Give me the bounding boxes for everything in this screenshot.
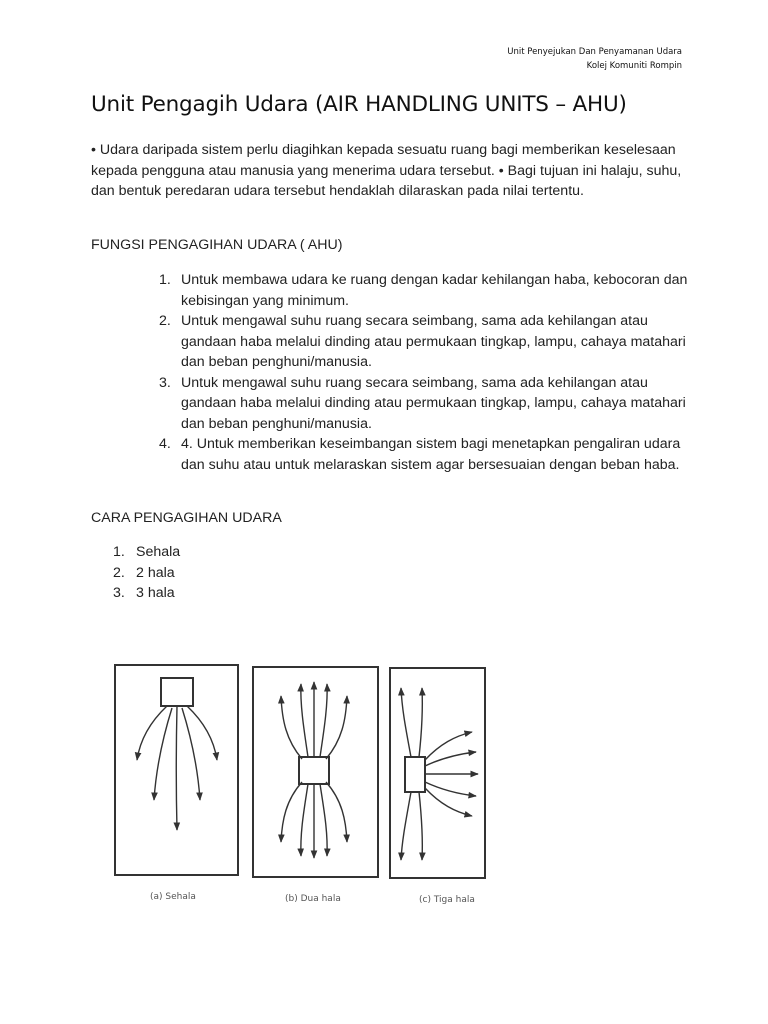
cara-list: [113, 542, 180, 604]
page-title: Unit Pengagih Udara (AIR HANDLING UNITS – AHU): [91, 92, 627, 117]
panel-sehala: [115, 665, 238, 875]
list-item: [159, 373, 689, 435]
list-text: Untuk mengawal suhu ruang secara seimbang, sama ada kehilangan atau gandaan haba melalui dinding atau permukaan tingkap, lampu, cahaya matahari dan beban penghuni/manusia.: [181, 313, 686, 370]
list-text: Untuk mengawal suhu ruang secara seimbang, sama ada kehilangan atau gandaan haba melalui dinding atau permukaan tingkap, lampu, cahaya matahari dan beban penghuni/manusia.: [181, 374, 686, 432]
list-number: 1.: [113, 544, 125, 560]
fungsi-heading: FUNGSI PENGAGIHAN UDARA ( AHU): [91, 237, 343, 253]
caption-sehala: (a) Sehala: [150, 892, 196, 902]
fungsi-list: [159, 270, 689, 475]
airflow-arrows-down: [401, 792, 422, 860]
list-item: [113, 583, 180, 604]
caption-tiga-hala: (c) Tiga hala: [419, 895, 475, 905]
header-line-1: Unit Penyejukan Dan Penyamanan Udara: [507, 47, 682, 57]
header-line-2: Kolej Komuniti Rompin: [586, 61, 682, 71]
list-number: 2.: [159, 313, 171, 329]
list-number: 2.: [113, 564, 125, 581]
list-number: 3.: [159, 374, 171, 391]
panel-tiga-hala: [390, 668, 485, 878]
cara-heading: CARA PENGAGIHAN UDARA: [91, 510, 282, 526]
airflow-arrows: [137, 706, 217, 830]
ahu-outlet: [161, 678, 193, 706]
list-number: 3.: [113, 585, 125, 601]
list-number: 1.: [159, 272, 171, 288]
list-text: Untuk membawa udara ke ruang dengan kadar kehilangan haba, kebocoran dan kebisingan yang minimum.: [181, 272, 688, 309]
caption-dua-hala: (b) Dua hala: [285, 894, 341, 904]
list-item: [113, 542, 180, 563]
airflow-arrows-down: [281, 782, 347, 858]
document-header: [507, 45, 682, 73]
list-item: [159, 434, 689, 475]
list-text: Sehala: [136, 544, 181, 560]
ahu-outlet: [405, 757, 425, 792]
list-text: 2 hala: [136, 564, 175, 581]
list-text: 4. Untuk memberikan keseimbangan sistem bagi menetapkan pengaliran udara dan suhu atau untuk melaraskan sistem agar bersesuaian dengan beban haba.: [181, 436, 681, 473]
intro-paragraph: • Udara daripada sistem perlu diagihkan kepada sesuatu ruang bagi memberikan keselesaan kepada pengguna atau manusia yang menerima udara tersebut. • Bagi tujuan ini halaju, suhu, dan bentuk peredaran udara tersebut hendaklah dilaraskan pada nilai tertentu.: [91, 142, 682, 199]
list-item: [159, 270, 689, 311]
room-outline: [253, 667, 378, 877]
ahu-outlet: [299, 757, 329, 784]
list-item: [159, 311, 689, 373]
airflow-arrows-up: [281, 682, 347, 759]
airflow-arrows-up: [401, 688, 422, 757]
list-item: [113, 563, 180, 584]
airflow-arrows-side: [425, 732, 478, 816]
list-text: 3 hala: [136, 585, 175, 601]
air-distribution-diagram: [110, 660, 490, 910]
panel-dua-hala: [253, 667, 378, 877]
list-number: 4.: [159, 436, 171, 452]
air-distribution-figure: [110, 660, 490, 910]
